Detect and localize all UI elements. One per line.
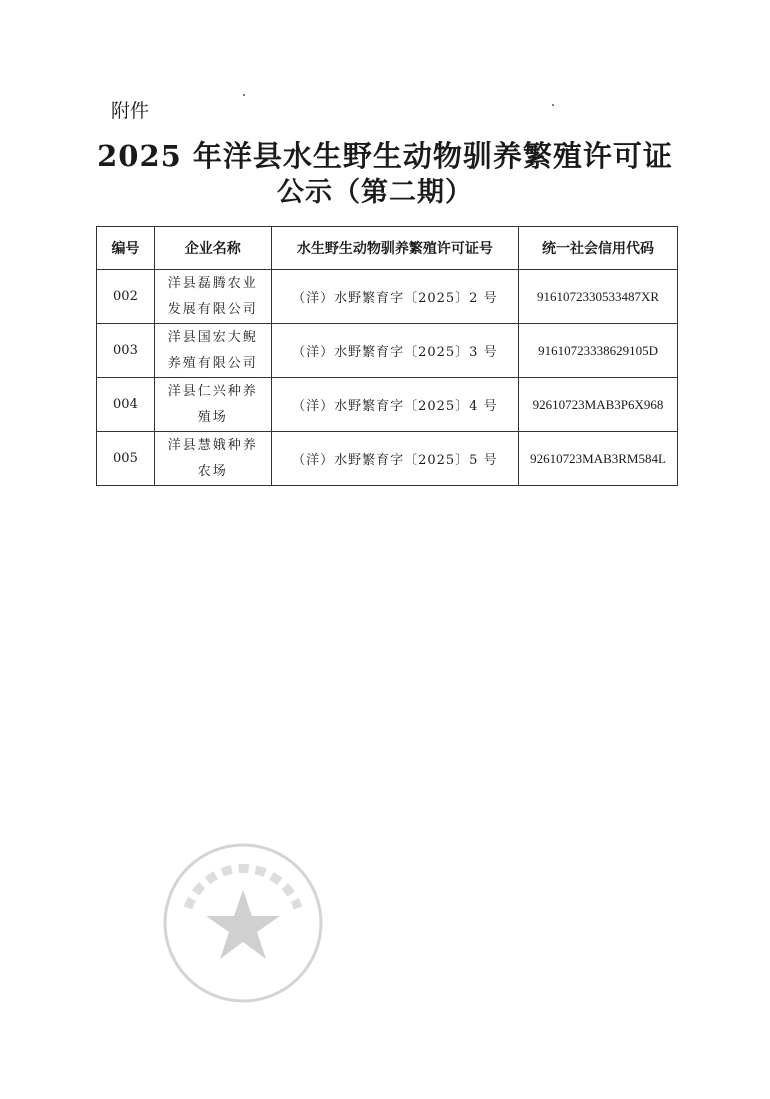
row-license-number: （洋）水野繁育字〔2025〕3 号 (271, 324, 518, 378)
scan-speck (552, 104, 554, 106)
row-company-name: 洋县磊腾农业发展有限公司 (154, 270, 271, 324)
license-table (96, 226, 678, 486)
row-license-number: （洋）水野繁育字〔2025〕5 号 (271, 432, 518, 486)
row-id: 005 (97, 432, 155, 486)
row-company-name: 洋县国宏大鲵养殖有限公司 (154, 324, 271, 378)
seal-star-icon (158, 838, 328, 1008)
header-company-name: 企业名称 (154, 227, 271, 270)
header-credit-code: 统一社会信用代码 (519, 227, 678, 270)
table-header-row (97, 227, 678, 270)
table-row (97, 378, 678, 432)
table-row (97, 270, 678, 324)
header-id: 编号 (97, 227, 155, 270)
row-credit-code: 92610723MAB3P6X968 (519, 378, 678, 432)
row-company-name: 洋县仁兴种养殖场 (154, 378, 271, 432)
row-id: 004 (97, 378, 155, 432)
attachment-label: 附件 (111, 100, 150, 122)
row-company-name: 洋县慧娥种养农场 (154, 432, 271, 486)
table-row (97, 324, 678, 378)
row-id: 003 (97, 324, 155, 378)
row-license-number: （洋）水野繁育字〔2025〕4 号 (271, 378, 518, 432)
document-title-line1: 2025 年洋县水生野生动物驯养繁殖许可证 (97, 139, 673, 173)
document-title-line2: 公示（第二期） (277, 177, 473, 208)
scan-speck (243, 94, 245, 96)
header-license-number: 水生野生动物驯养繁殖许可证号 (271, 227, 518, 270)
row-credit-code: 92610723MAB3RM584L (519, 432, 678, 486)
row-id: 002 (97, 270, 155, 324)
row-credit-code: 91610723338629105D (519, 324, 678, 378)
row-credit-code: 9161072330533487XR (519, 270, 678, 324)
table-row (97, 432, 678, 486)
row-license-number: （洋）水野繁育字〔2025〕2 号 (271, 270, 518, 324)
